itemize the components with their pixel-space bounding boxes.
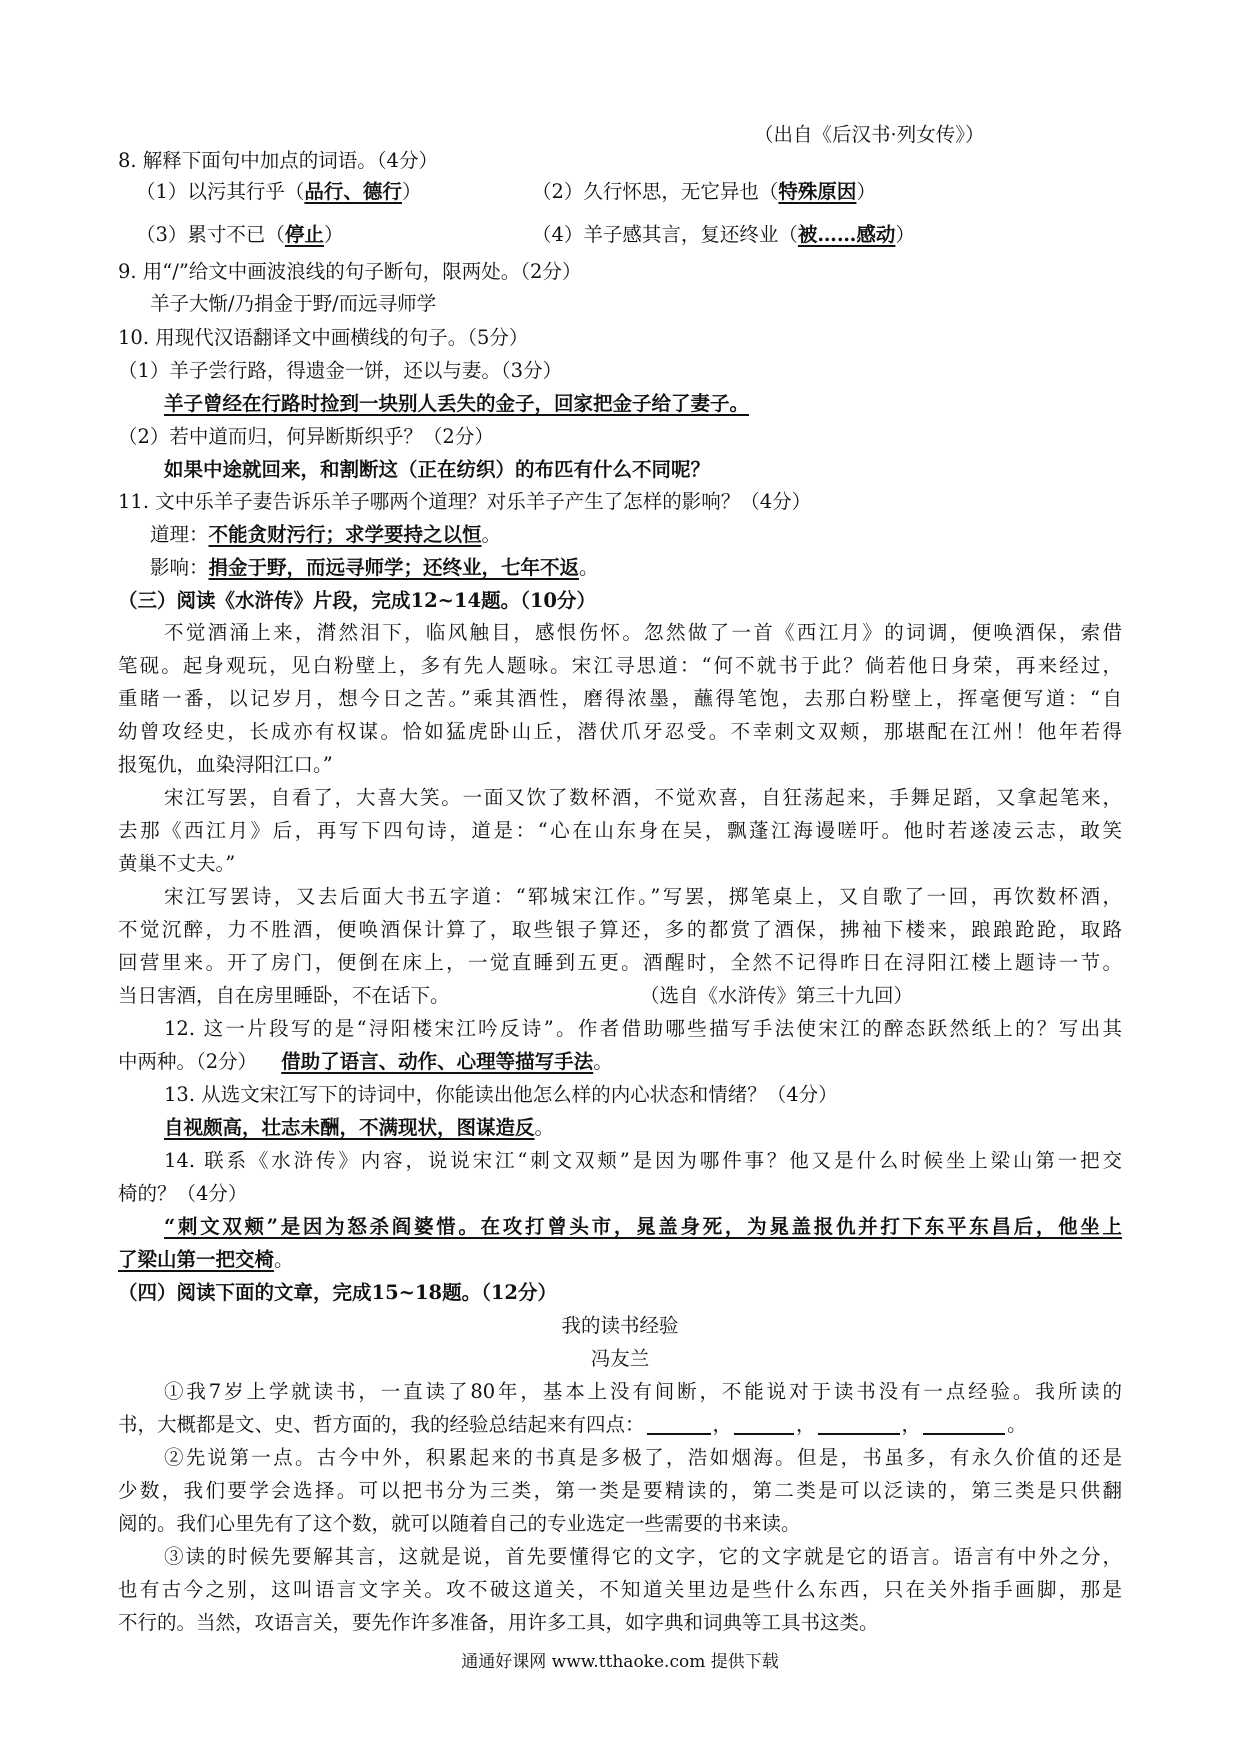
sec4-p1-line-2: 书，大概都是文、史、哲方面的，我的经验总结起来有四点： ， ， ， 。: [118, 1413, 1027, 1436]
sec4-p2-line-2: 少数，我们要学会选择。可以把书分为三类，第一类是要精读的，第二类是可以泛读的，第三类是只供翻: [118, 1479, 1122, 1502]
source-citation: （出自《后汉书·列女传》）: [754, 123, 985, 146]
q10-answer-2: 如果中途就回来，和割断这（正在纺织）的布匹有什么不同呢？: [164, 458, 711, 481]
fill-blank-1[interactable]: [647, 1413, 711, 1435]
q11-effect-answer: 捐金于野，而远寻师学；还终业，七年不返: [208, 556, 580, 579]
q8-answer-1: 品行、德行: [304, 180, 402, 203]
q14-answer-line-1: “刺文双颊”是因为怒杀阎婆惜。在攻打曾头市，晁盖身死，为晁盖报仇并打下东平东昌后，他坐上: [164, 1215, 1122, 1238]
sec3-p1-line-1: 不觉酒涌上来，潸然泪下，临风触目，感恨伤怀。忽然做了一首《西江月》的词调，便唤酒保，索借: [164, 621, 1122, 644]
q8-item-3: （3）累寸不已（停止）: [136, 223, 344, 246]
article-title: 我的读书经验: [561, 1314, 679, 1337]
sec3-source: （选自《水浒传》第三十九回）: [640, 984, 914, 1007]
q8-title: 8. 解释下面句中加点的词语。（4分）: [118, 149, 438, 172]
sec3-p1-line-3: 重睹一番，以记岁月，想今日之苦。”乘其酒性，磨得浓墨，蘸得笔饱，去那白粉壁上，挥毫便写道：“自: [118, 687, 1122, 710]
q12-line-1: 12. 这一片段写的是“浔阳楼宋江吟反诗”。作者借助哪些描写手法使宋江的醉态跃然纸上的？写出其: [164, 1017, 1122, 1040]
q12-answer: 借助了语言、动作、心理等描写手法: [281, 1050, 594, 1073]
sec3-p3-line-4: 当日害酒，自在房里睡卧，不在话下。: [118, 984, 450, 1007]
sec3-p1-line-5: 报冤仇，血染浔阳江口。”: [118, 753, 333, 776]
fill-blank-2[interactable]: [734, 1413, 794, 1435]
q11-reason-answer: 不能贪财污行；求学要持之以恒: [208, 523, 482, 546]
sec3-p2-line-2: 去那《西江月》后，再写下四句诗，道是：“心在山东身在吴，飘蓬江海谩嗟吁。他时若遂凌云志，敢笑: [118, 819, 1122, 842]
q12-line-2: 中两种。（2分） 借助了语言、动作、心理等描写手法。: [118, 1050, 613, 1073]
sec3-p3-line-1: 宋江写罢诗，又去后面大书五字道：“郓城宋江作。”写罢，掷笔桌上，又自歌了一回，再饮数杯酒，: [164, 885, 1122, 908]
sec3-p3-line-2: 不觉沉醉，力不胜酒，便唤酒保计算了，取些银子算还，多的都赏了酒保，拂袖下楼来，踉踉跄跄，取路: [118, 918, 1122, 941]
sec3-p2-line-3: 黄巢不丈夫。”: [118, 852, 236, 875]
q8-answer-3: 停止: [284, 223, 324, 246]
q11-effect: 影响：捐金于野，而远寻师学；还终业，七年不返。: [150, 556, 599, 579]
sec3-p1-line-2: 笔砚。起身观玩，见白粉壁上，多有先人题咏。宋江寻思道：“何不就书于此？倘若他日身荣，再来经过，: [118, 654, 1122, 677]
q8-item-1: （1）以污其行乎（品行、德行）: [136, 180, 422, 203]
q10-title: 10. 用现代汉语翻译文中画横线的句子。（5分）: [118, 326, 529, 349]
sec4-p3-line-2: 也有古今之别，这叫语言文字关。攻不破这道关，不知道关里边是些什么东西，只在关外指手画脚，那是: [118, 1578, 1122, 1601]
q8-answer-4: 被……感动: [797, 223, 896, 246]
sec3-p1-line-4: 幼曾攻经史，长成亦有权谋。恰如猛虎卧山丘，潜伏爪牙忍受。不幸刺文双颊，那堪配在江州！他年若得: [118, 720, 1122, 743]
article-author: 冯友兰: [590, 1347, 650, 1370]
q10-sentence-1: （1）羊子尝行路，得遗金一饼，还以与妻。（3分）: [118, 359, 563, 382]
q11-reason: 道理：不能贪财污行；求学要持之以恒。: [150, 523, 502, 546]
sec4-p3-line-3: 不行的。当然，攻语言关，要先作许多准备，用许多工具，如字典和词典等工具书这类。: [118, 1611, 879, 1634]
sec4-p3-line-1: ③读的时候先要解其言，这就是说，首先要懂得它的文字，它的文字就是它的语言。语言有中外之分，: [164, 1545, 1122, 1568]
q10-answer-1: 羊子曾经在行路时捡到一块别人丢失的金子，回家把金子给了妻子。: [164, 392, 750, 415]
sec3-p2-line-1: 宋江写罢，自看了，大喜大笑。一面又饮了数杯酒，不觉欢喜，自狂荡起来，手舞足蹈，又拿起笔来，: [164, 786, 1122, 809]
q14-line-2: 椅的？（4分）: [118, 1182, 248, 1205]
fill-blank-3[interactable]: [818, 1413, 900, 1435]
sec3-p3-line-3: 回营里来。开了房门，便倒在床上，一觉直睡到五更。酒醒时，全然不记得昨日在浔阳江楼上题诗一节。: [118, 951, 1122, 974]
q10-sentence-2: （2）若中道而归，何异断斯织乎？（2分）: [118, 425, 494, 448]
q8-item-2: （2）久行怀思，无它异也（特殊原因）: [532, 180, 876, 203]
q9-answer: 羊子大惭/乃捐金于野/而远寻师学: [150, 292, 437, 315]
q13-answer: 自视颇高，壮志未酬，不满现状，图谋造反。: [164, 1116, 555, 1139]
q8-answer-2: 特殊原因: [778, 180, 857, 203]
sec4-p2-line-1: ②先说第一点。古今中外，积累起来的书真是多极了，浩如烟海。但是，书虽多，有永久价值的还是: [164, 1446, 1122, 1469]
page-footer: 通通好课网 www.tthaoke.com 提供下载: [461, 1652, 779, 1672]
q9-title: 9. 用“/”给文中画波浪线的句子断句，限两处。（2分）: [118, 260, 582, 283]
q8-item-4: （4）羊子感其言，复还终业（被……感动）: [532, 223, 915, 246]
section-4-title: （四）阅读下面的文章，完成15~18题。（12分）: [118, 1281, 557, 1304]
fill-blank-4[interactable]: [923, 1413, 1005, 1435]
q14-answer-line-2: 了梁山第一把交椅。: [118, 1248, 294, 1271]
q11-title: 11. 文中乐羊子妻告诉乐羊子哪两个道理？对乐羊子产生了怎样的影响？（4分）: [118, 490, 812, 513]
q13-title: 13. 从选文宋江写下的诗词中，你能读出他怎么样的内心状态和情绪？（4分）: [164, 1083, 838, 1106]
section-3-title: （三）阅读《水浒传》片段，完成12~14题。（10分）: [118, 589, 596, 612]
sec4-p2-line-3: 阅的。我们心里先有了这个数，就可以随着自己的专业选定一些需要的书来读。: [118, 1512, 801, 1535]
sec4-p1-line-1: ①我7岁上学就读书，一直读了80年，基本上没有间断，不能说对于读书没有一点经验。我所读的: [164, 1380, 1122, 1403]
q14-line-1: 14. 联系《水浒传》内容，说说宋江“刺文双颊”是因为哪件事？他又是什么时候坐上梁山第一把交: [164, 1149, 1122, 1172]
